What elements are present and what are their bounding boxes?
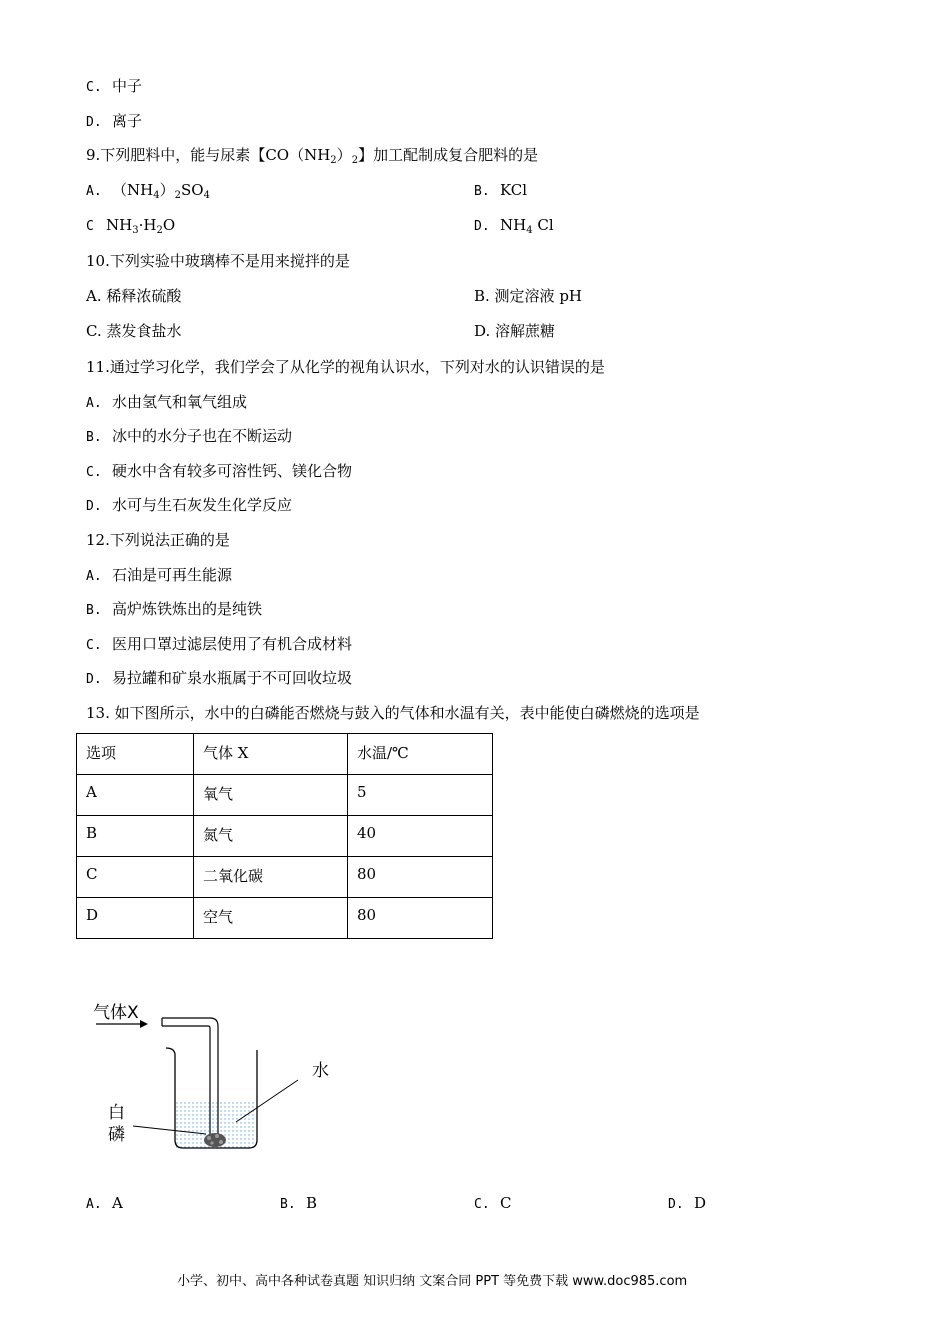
formula-part: SO <box>180 181 204 199</box>
subscript: 2 <box>156 225 163 236</box>
q12-option-a <box>86 565 232 587</box>
q12-option-b <box>86 599 262 621</box>
option-text: 高炉炼铁炼出的是纯铁 <box>112 600 263 618</box>
q10-option-d: D. 溶解蔗糖 <box>474 322 556 340</box>
table-row <box>77 857 493 898</box>
option-text: B <box>306 1194 318 1212</box>
subscript: 3 <box>132 225 139 236</box>
option-label: D. <box>668 1197 684 1212</box>
table-row <box>77 775 493 816</box>
option-label: D. <box>86 115 102 130</box>
table-cell: 80 <box>348 857 493 898</box>
table-cell: C <box>77 857 194 898</box>
q10-stem: 10.下列实验中玻璃棒不是用来搅拌的是 <box>86 252 350 270</box>
table-row <box>77 816 493 857</box>
option-label: B. <box>86 603 102 618</box>
table-cell: 80 <box>348 898 493 939</box>
table-header: 气体 X <box>194 734 348 775</box>
table-cell: D <box>77 898 194 939</box>
apparatus-figure <box>88 994 348 1164</box>
subscript: 2 <box>351 155 359 166</box>
q9-option-c <box>86 215 175 237</box>
option-text: 易拉罐和矿泉水瓶属于不可回收垃圾 <box>112 669 353 687</box>
option-text: 石油是可再生能源 <box>112 566 233 584</box>
table-cell: 氧气 <box>194 775 348 816</box>
q11-option-c <box>86 461 352 483</box>
option-label: B. <box>280 1197 296 1212</box>
option-label: C. <box>86 80 102 95</box>
option-label: A. <box>86 396 102 411</box>
option-text: 中子 <box>112 77 143 95</box>
subscript: 4 <box>526 225 533 236</box>
table-cell: B <box>77 816 194 857</box>
stem-part: 9.下列肥料中，能与尿素【CO（NH <box>86 146 331 164</box>
q9-option-b <box>474 180 527 202</box>
option-text: A <box>112 1194 123 1212</box>
q10-option-c: C. 蒸发食盐水 <box>86 322 182 340</box>
water-label: 水 <box>312 1061 329 1081</box>
formula-part: （NH <box>112 181 154 199</box>
formula-part: KCl <box>500 181 528 199</box>
option-text: 水可与生石灰发生化学反应 <box>112 496 293 514</box>
option-label: A. <box>86 184 102 199</box>
table-header: 水温/℃ <box>348 734 493 775</box>
subscript: 2 <box>174 190 181 201</box>
subscript: 2 <box>330 155 337 166</box>
gas-x-label: 气体X <box>93 1003 139 1023</box>
q12-option-c <box>86 634 352 656</box>
option-label: C. <box>474 1197 490 1212</box>
options-table <box>76 733 493 939</box>
option-text: C <box>500 1194 512 1212</box>
option-label: D. <box>86 499 102 514</box>
option-label: D. <box>86 672 102 687</box>
option-text: 水由氢气和氧气组成 <box>112 393 248 411</box>
phosphorus-label-2: 磷 <box>108 1125 125 1145</box>
q11-option-b <box>86 426 292 448</box>
option-text: D <box>694 1194 707 1212</box>
formula-part: O <box>162 216 176 234</box>
q8-option-d <box>86 111 142 133</box>
formula-part: ） <box>159 181 175 199</box>
table-cell: A <box>77 775 194 816</box>
option-label: D. <box>474 219 490 234</box>
option-label: A. <box>86 569 102 584</box>
option-label: B. <box>86 430 102 445</box>
water-pointer <box>236 1080 298 1122</box>
formula-part: NH <box>106 216 133 234</box>
table-cell: 空气 <box>194 898 348 939</box>
arrow-head-icon <box>140 1020 148 1028</box>
q11-option-a <box>86 392 247 414</box>
q12-option-d <box>86 668 352 690</box>
table-cell: 氮气 <box>194 816 348 857</box>
q9-option-d <box>474 215 554 237</box>
option-text: 离子 <box>112 112 143 130</box>
formula-part: ·H <box>138 216 157 234</box>
q13-answer-b <box>280 1193 317 1215</box>
table-cell: 40 <box>348 816 493 857</box>
q10-option-b: B. 测定溶液 pH <box>474 287 583 305</box>
table-cell: 二氧化碳 <box>194 857 348 898</box>
formula-part: Cl <box>532 216 554 234</box>
stem-part: ） <box>336 146 352 164</box>
q13-answer-d <box>668 1193 706 1215</box>
stem-part: 】加工配制成复合肥料的是 <box>358 146 539 164</box>
phosphorus-label-1: 白 <box>108 1103 125 1123</box>
option-label: A. <box>86 1197 102 1212</box>
table-header: 选项 <box>77 734 194 775</box>
q11-option-d <box>86 495 292 517</box>
q13-answer-c <box>474 1193 511 1215</box>
q11-stem: 11.通过学习化学，我们学会了从化学的视角认识水，下列对水的认识错误的是 <box>86 358 605 376</box>
option-text: 医用口罩过滤层使用了有机合成材料 <box>112 635 353 653</box>
option-label: B. <box>474 184 490 199</box>
formula-part: NH <box>500 216 527 234</box>
table-cell: 5 <box>348 775 493 816</box>
table-header-row <box>77 734 493 775</box>
table-row <box>77 898 493 939</box>
q8-option-c <box>86 76 142 98</box>
option-label: C. <box>86 465 102 480</box>
q13-stem: 13. 如下图所示，水中的白磷能否燃烧与鼓入的气体和水温有关，表中能使白磷燃烧的选项是 <box>86 704 700 722</box>
q12-stem: 12.下列说法正确的是 <box>86 531 230 549</box>
q9-option-a <box>86 180 210 202</box>
phosphorus-lump <box>204 1133 226 1147</box>
q10-option-a: A. 稀释浓硫酸 <box>86 287 182 305</box>
subscript: 4 <box>153 190 160 201</box>
subscript: 4 <box>203 190 210 201</box>
q9-stem <box>86 145 538 165</box>
option-text: 冰中的水分子也在不断运动 <box>112 427 293 445</box>
option-label: C. <box>86 638 102 653</box>
option-label: C <box>86 219 94 234</box>
page-footer: 小学、初中、高中各种试卷真题 知识归纳 文案合同 PPT 等免费下载 www.doc985.com <box>177 1274 688 1289</box>
option-text: 硬水中含有较多可溶性钙、镁化合物 <box>112 462 353 480</box>
q13-answer-a <box>86 1193 123 1215</box>
